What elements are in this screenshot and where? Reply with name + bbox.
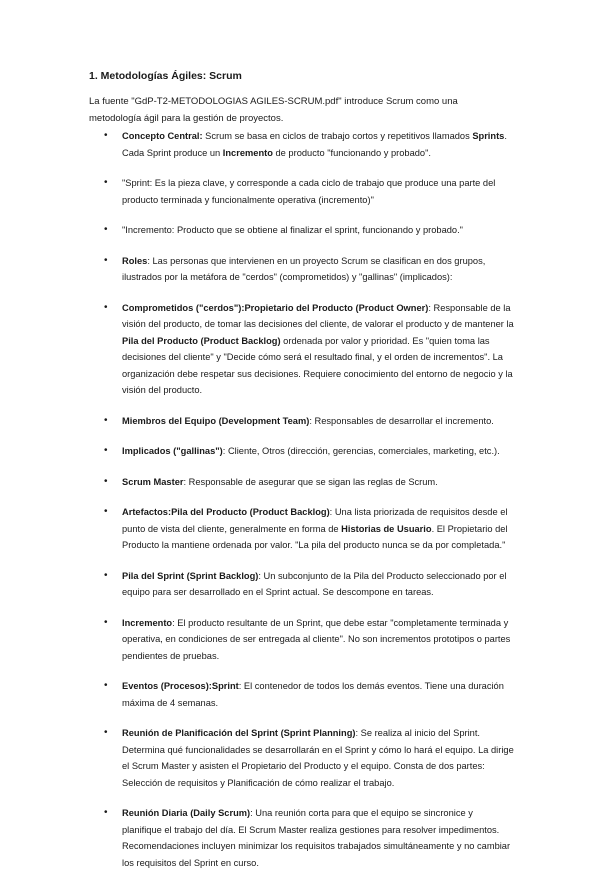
bullet-icon: • (104, 177, 108, 188)
bullet-icon: • (104, 445, 108, 456)
list-item (0, 568, 600, 601)
bold-term: Reunión Diaria (Daily Scrum) (122, 808, 251, 818)
list-item (0, 175, 600, 208)
bold-term: Miembros del Equipo (Development Team) (122, 415, 310, 426)
item-text: : Responsable de la visión del producto, de tomar las decisiones del cliente, de valorar el producto y de mantener la (122, 302, 514, 329)
bullet-icon: • (104, 506, 108, 517)
bold-term: Concepto Central: (122, 131, 203, 141)
item-text: : Una lista priorizada de requisitos desde el punto de vista del cliente, generalmente en forma de (122, 507, 508, 534)
item-text: . Cada Sprint produce un (122, 131, 507, 158)
item-text: de producto "funcionando y probado". (272, 147, 431, 158)
bold-term: Sprints (472, 131, 505, 141)
list-item (0, 805, 600, 871)
item-text: : Cliente, Otros (dirección, gerencias, comerciales, marketing, etc.). (222, 446, 500, 456)
bullet-icon: • (104, 680, 108, 691)
bold-term: Incremento (122, 617, 173, 628)
bullet-icon: • (104, 807, 108, 818)
intro-paragraph: La fuente "GdP-T2-METODOLOGIAS AGILES-SCRUM.pdf" introduce Scrum como una metodología ágil para la gestión de proyectos. (89, 96, 458, 124)
item-text: : Responsable de asegurar que se sigan las reglas de Scrum. (183, 476, 438, 487)
bullet-icon: • (104, 475, 108, 487)
bullet-list (0, 128, 600, 885)
item-text: : El producto resultante de un Sprint, que debe estar "completamente terminada y operativa, en condiciones de ser entregada al cliente". No son incrementos prototipos o partes pendientes de pruebas. (122, 617, 511, 661)
bold-term: Incremento (222, 147, 273, 158)
bold-term: Comprometidos ("cerdos"):Propietario del Producto (Product Owner) (122, 302, 429, 313)
bullet-icon: • (104, 569, 108, 581)
bold-term: Reunión de Planificación del Sprint (Sprint Planning) (122, 728, 356, 738)
bullet-icon: • (104, 130, 108, 141)
item-text: "Sprint: Es la pieza clave, y corresponde a cada ciclo de trabajo que produce una parte del producto terminada y funcionalmente operativa (incremento)" (122, 178, 496, 205)
list-item (0, 725, 600, 791)
list-item (0, 474, 600, 491)
item-text: : Las personas que intervienen en un proyecto Scrum se clasifican en dos grupos, ilustrados por la metáfora de "cerdos" (comprometidos) y "gallinas" (implicados): (122, 255, 486, 282)
list-item (0, 222, 600, 239)
list-item (0, 413, 600, 430)
item-text: ordenada por valor y prioridad. Es "quien toma las decisiones del cliente" y "Decide cómo será el resultado final, y el orden de incrementos". La organización debe respetar sus decisiones. Requiere conocimiento del entorno de negocio y la visión del producto. (122, 335, 513, 395)
item-text: "Incremento: Producto que se obtiene al finalizar el sprint, funcionando y probado." (122, 225, 463, 235)
bold-term: Pila del Producto (Product Backlog) (122, 335, 281, 346)
list-item (0, 678, 600, 711)
bold-term: Roles (122, 255, 148, 266)
list-item (0, 128, 600, 161)
bullet-icon: • (104, 727, 108, 738)
item-text: : Una reunión corta para que el equipo se sincronice y planifique el trabajo del día. El Scrum Master realiza gestiones para resolver impedimentos. Recomendaciones incluyen minimizar los requisitos trabajados simultáneamente y no cambiar los requisitos del Sprint en curso. (122, 808, 511, 868)
item-text: : Un subconjunto de la Pila del Producto seleccionado por el equipo para ser desarrollado en el Sprint actual. Se descompone en tareas. (122, 570, 507, 597)
list-item (0, 443, 600, 460)
list-item (0, 504, 600, 554)
bullet-icon: • (104, 301, 108, 313)
section-heading: 1. Metodologías Ágiles: Scrum (89, 70, 242, 82)
list-item (0, 253, 600, 286)
bold-term: Scrum Master (122, 476, 184, 487)
bullet-icon: • (104, 616, 108, 628)
list-item (0, 300, 600, 399)
item-text: : Se realiza al inicio del Sprint. Determina qué funcionalidades se desarrollarán en el Sprint y cómo lo hará el equipo. La dirige el Scrum Master y asisten el Propietario del Producto y el equipo. Consta de dos partes: Selección de requisitos y Planificación de cómo realizar el trabajo. (122, 728, 514, 788)
item-text: . El Propietario del Producto la mantiene ordenada por valor. "La pila del producto nunca se da por completada." (122, 523, 508, 550)
bold-term: Implicados ("gallinas") (122, 446, 223, 456)
bold-term: Historias de Usuario (341, 523, 432, 534)
bullet-icon: • (104, 254, 108, 266)
bold-term: Pila del Sprint (Sprint Backlog) (122, 570, 259, 581)
item-text: Scrum se basa en ciclos de trabajo cortos y repetitivos llamados (202, 131, 473, 141)
list-item (0, 615, 600, 665)
bold-term: Eventos (Procesos):Sprint (122, 681, 239, 691)
item-text: : El contenedor de todos los demás eventos. Tiene una duración máxima de 4 semanas. (122, 681, 504, 708)
item-text: : Responsables de desarrollar el incremento. (309, 415, 494, 426)
bold-term: Artefactos:Pila del Producto (Product Backlog) (122, 507, 330, 517)
bullet-icon: • (104, 224, 108, 235)
bullet-icon: • (104, 414, 108, 426)
